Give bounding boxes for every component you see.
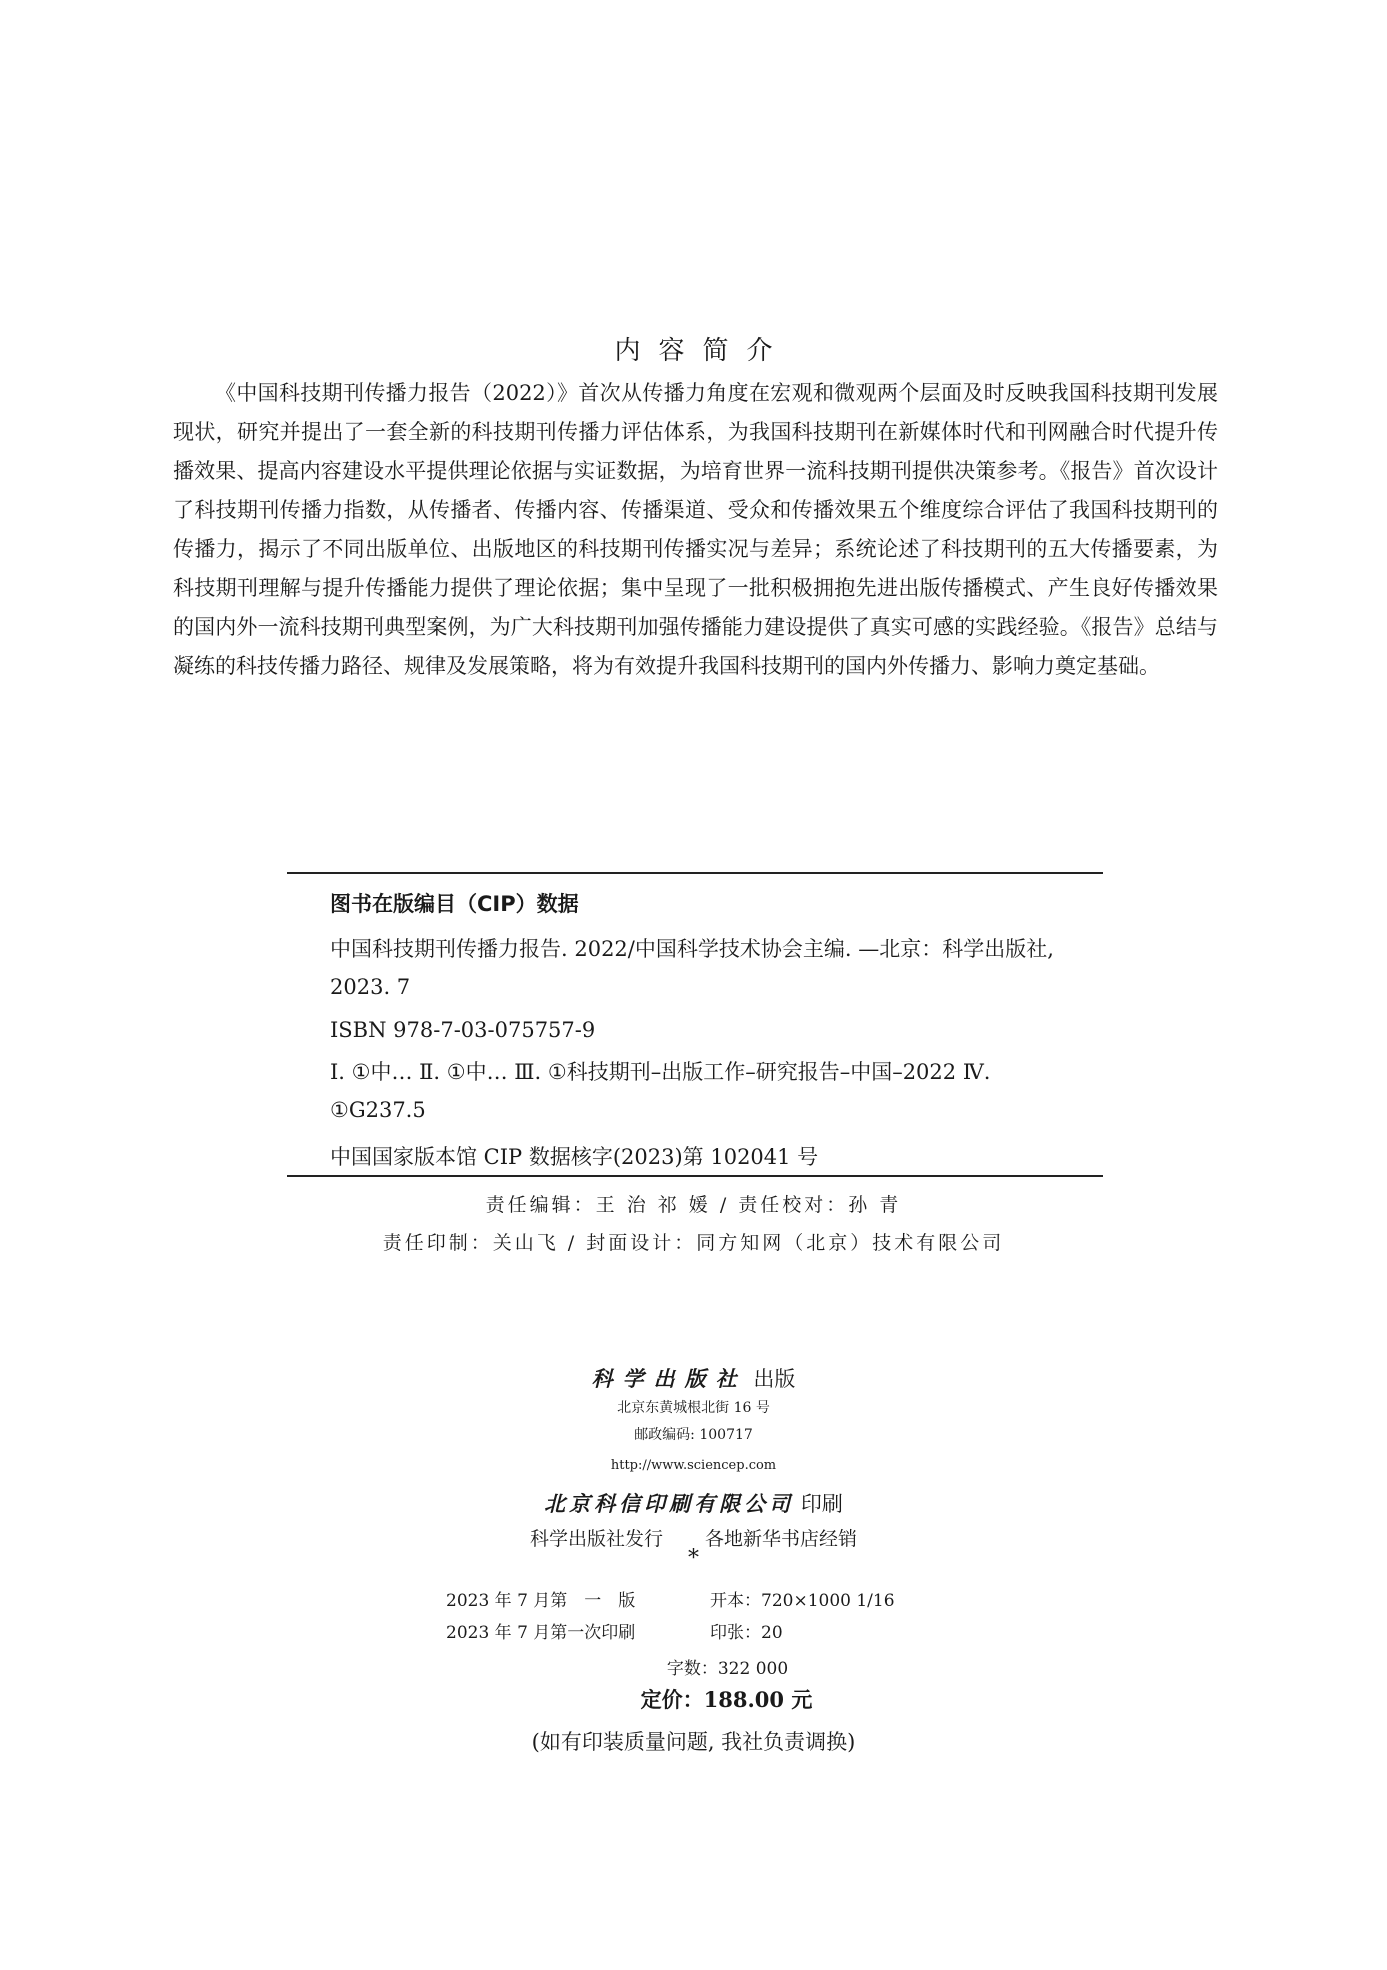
intro-body: 《中国科技期刊传播力报告（2022）》首次从传播力角度在宏观和微观两个层面及时反映我国科技期刊发展现状，研究并提出了一套全新的科技期刊传播力评估体系，为我国科技期刊在新媒体时代和刊网融合时代提升传播效果、提高内容建设水平提供理论依据与实证数据，为培育世界一流科技期刊提供决策参考。《报告》首次设计了科技期刊传播力指数，从传播者、传播内容、传播渠道、受众和传播效果五个维度综合评估了我国科技期刊的传播力，揭示了不同出版单位、出版地区的科技期刊传播实况与差异；系统论述了科技期刊的五大传播要素，为科技期刊理解与提升传播能力提供了理论依据；集中呈现了一批积极拥抱先进出版传播模式、产生良好传播效果的国内外一流科技期刊典型案例，为广大科技期刊加强传播能力建设提供了真实可感的实践经验。《报告》总结与凝练的科技传播力路径、规律及发展策略，将为有效提升我国科技期刊的国内外传播力、影响力奠定基础。 (173, 381, 1218, 678)
publisher-suffix: 出版 (753, 1367, 796, 1391)
cip-heading: 图书在版编目（CIP）数据 (330, 892, 579, 916)
credit-production: 责任印制：关山飞 / 封面设计：同方知网（北京）技术有限公司 (382, 1232, 1005, 1254)
word-count: 字数：322 000 (666, 1659, 789, 1679)
publisher-address: 北京东黄城根北街 16 号 (617, 1400, 770, 1416)
price-line (0, 1684, 1387, 1714)
distributor: 科学出版社发行 (529, 1528, 663, 1550)
edition-row (446, 1586, 946, 1618)
credit-editors: 责任编辑：王 治 祁 媛 / 责任校对：孙 青 (485, 1194, 902, 1216)
publisher-postcode: 邮政编码: 100717 (634, 1427, 753, 1443)
printer-name: 北京科信印刷有限公司 (544, 1491, 795, 1516)
price: 定价：188.00 元 (640, 1687, 813, 1712)
cip-record: 中国国家版本馆 CIP 数据核字(2023)第 102041 号 (330, 1145, 819, 1169)
cip-isbn: ISBN 978-7-03-075757-9 (330, 1018, 596, 1042)
publisher-name: 科学出版社 (591, 1366, 747, 1391)
cip-entry: 中国科技期刊传播力报告. 2022/中国科学技术协会主编. —北京：科学出版社, 2023. 7 (330, 937, 1054, 999)
word-count-line (0, 1654, 1387, 1679)
printer-suffix: 印刷 (800, 1492, 843, 1516)
asterisk-divider: * (688, 1546, 699, 1571)
printing-row (446, 1618, 946, 1650)
printing: 2023 年 7 月第一次印刷 (446, 1623, 636, 1643)
format: 开本：720×1000 1/16 (710, 1591, 895, 1611)
intro-title: 内容简介 (614, 336, 791, 366)
publisher-line (0, 1363, 1387, 1393)
edition-info (446, 1586, 946, 1650)
edition: 2023 年 7 月第 一 版 (446, 1591, 636, 1611)
printer-line (0, 1488, 1387, 1518)
quality-notice: (如有印装质量问题, 我社负责调换) (531, 1730, 856, 1754)
publisher-url: http://www.sciencep.com (610, 1458, 777, 1473)
retailer: 各地新华书店经销 (705, 1528, 858, 1550)
cip-classification: Ⅰ. ①中… Ⅱ. ①中… Ⅲ. ①科技期刊–出版工作–研究报告–中国–2022 Ⅳ. ①G237.5 (330, 1060, 991, 1122)
sheets: 印张：20 (710, 1623, 783, 1643)
